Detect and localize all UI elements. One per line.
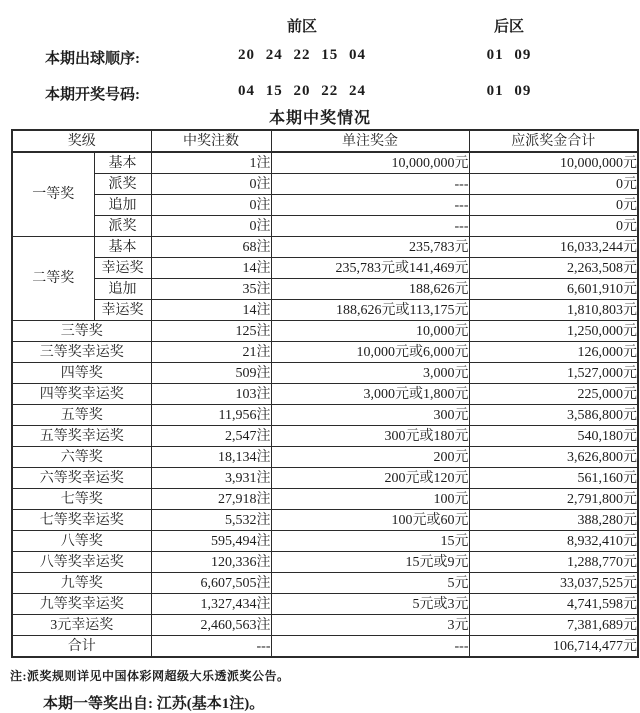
cell-total: 388,280元 <box>469 510 638 531</box>
first-prize-source: 本期一等奖出自: 江苏(基本1注)。 <box>43 696 265 712</box>
cell-count: 0注 <box>151 216 271 237</box>
draw-order-front-numbers: 20 24 22 15 04 <box>238 47 366 63</box>
cell-prize: 3,000元或1,800元 <box>271 384 469 405</box>
cell-total: 3,626,800元 <box>469 447 638 468</box>
header-row <box>12 130 638 152</box>
table-title: 本期中奖情况 <box>268 110 372 127</box>
prize-level-name: 七等奖 <box>12 489 151 510</box>
column-header-total: 应派奖金合计 <box>469 130 638 152</box>
payout-rule-note: 注:派奖规则详见中国体彩网超级大乐透派奖公告。 <box>10 669 290 683</box>
table-row <box>12 342 638 363</box>
cell-count: --- <box>151 636 271 658</box>
column-header-prize: 单注奖金 <box>271 130 469 152</box>
table-row <box>12 594 638 615</box>
cell-total: 1,250,000元 <box>469 321 638 342</box>
prize-level-name: 八等奖幸运奖 <box>12 552 151 573</box>
cell-prize: 188,626元 <box>271 279 469 300</box>
table-row <box>12 405 638 426</box>
cell-prize: 200元或120元 <box>271 468 469 489</box>
table-row <box>12 468 638 489</box>
cell-count: 509注 <box>151 363 271 384</box>
prize-level-name: 九等奖幸运奖 <box>12 594 151 615</box>
cell-subtype: 幸运奖 <box>94 258 151 279</box>
cell-prize: 10,000元 <box>271 321 469 342</box>
table-row <box>12 447 638 468</box>
table-row <box>12 279 638 300</box>
prize-level-name: 五等奖 <box>12 405 151 426</box>
cell-subtype: 追加 <box>94 195 151 216</box>
cell-total: 106,714,477元 <box>469 636 638 658</box>
cell-count: 18,134注 <box>151 447 271 468</box>
table-row <box>12 573 638 594</box>
cell-prize: 10,000,000元 <box>271 152 469 174</box>
prize-level-name: 四等奖 <box>12 363 151 384</box>
cell-count: 125注 <box>151 321 271 342</box>
cell-count: 5,532注 <box>151 510 271 531</box>
table-row <box>12 363 638 384</box>
prize-level-name: 四等奖幸运奖 <box>12 384 151 405</box>
cell-count: 595,494注 <box>151 531 271 552</box>
cell-subtype: 追加 <box>94 279 151 300</box>
table-row <box>12 300 638 321</box>
cell-prize: 235,783元或141,469元 <box>271 258 469 279</box>
prize-level-name: 五等奖幸运奖 <box>12 426 151 447</box>
cell-prize: 5元或3元 <box>271 594 469 615</box>
table-row <box>12 384 638 405</box>
cell-prize: 300元或180元 <box>271 426 469 447</box>
prize-group-name: 二等奖 <box>12 237 94 321</box>
prize-level-name: 六等奖 <box>12 447 151 468</box>
cell-prize: 100元 <box>271 489 469 510</box>
cell-count: 120,336注 <box>151 552 271 573</box>
cell-prize: --- <box>271 195 469 216</box>
cell-total: 4,741,598元 <box>469 594 638 615</box>
cell-prize: 300元 <box>271 405 469 426</box>
cell-count: 11,956注 <box>151 405 271 426</box>
cell-prize: 15元 <box>271 531 469 552</box>
table-row <box>12 216 638 237</box>
table-row <box>12 152 638 174</box>
cell-total: 1,810,803元 <box>469 300 638 321</box>
table-row <box>12 426 638 447</box>
cell-subtype: 基本 <box>94 237 151 258</box>
cell-subtype: 派奖 <box>94 174 151 195</box>
table-row <box>12 489 638 510</box>
table-row <box>12 258 638 279</box>
cell-prize: 3,000元 <box>271 363 469 384</box>
table-row <box>12 615 638 636</box>
cell-prize: 100元或60元 <box>271 510 469 531</box>
column-header-count: 中奖注数 <box>151 130 271 152</box>
cell-count: 21注 <box>151 342 271 363</box>
cell-total: 0元 <box>469 216 638 237</box>
table-row <box>12 237 638 258</box>
cell-count: 27,918注 <box>151 489 271 510</box>
cell-count: 1,327,434注 <box>151 594 271 615</box>
cell-total: 1,288,770元 <box>469 552 638 573</box>
cell-prize: 5元 <box>271 573 469 594</box>
cell-total: 3,586,800元 <box>469 405 638 426</box>
cell-total: 225,000元 <box>469 384 638 405</box>
total-row <box>12 636 638 658</box>
cell-count: 0注 <box>151 195 271 216</box>
front-zone-header: 前区 <box>286 19 318 35</box>
cell-total: 0元 <box>469 174 638 195</box>
cell-prize: 188,626元或113,175元 <box>271 300 469 321</box>
cell-count: 2,547注 <box>151 426 271 447</box>
cell-total: 7,381,689元 <box>469 615 638 636</box>
cell-total: 6,601,910元 <box>469 279 638 300</box>
table-row <box>12 552 638 573</box>
cell-count: 3,931注 <box>151 468 271 489</box>
cell-subtype: 派奖 <box>94 216 151 237</box>
draw-info-section <box>0 0 640 129</box>
cell-total: 0元 <box>469 195 638 216</box>
cell-total: 126,000元 <box>469 342 638 363</box>
table-row <box>12 531 638 552</box>
draw-order-label: 本期出球顺序: <box>45 51 140 67</box>
prize-level-name: 三等奖 <box>12 321 151 342</box>
cell-total: 16,033,244元 <box>469 237 638 258</box>
table-row <box>12 510 638 531</box>
cell-total: 8,932,410元 <box>469 531 638 552</box>
prize-level-name: 3元幸运奖 <box>12 615 151 636</box>
prize-table <box>11 129 639 658</box>
cell-count: 0注 <box>151 174 271 195</box>
cell-count: 35注 <box>151 279 271 300</box>
cell-count: 2,460,563注 <box>151 615 271 636</box>
cell-total: 540,180元 <box>469 426 638 447</box>
cell-prize: 3元 <box>271 615 469 636</box>
cell-total: 2,791,800元 <box>469 489 638 510</box>
cell-prize: 235,783元 <box>271 237 469 258</box>
cell-subtype: 基本 <box>94 152 151 174</box>
cell-prize: 200元 <box>271 447 469 468</box>
draw-order-back-numbers: 01 09 <box>486 47 532 63</box>
cell-count: 1注 <box>151 152 271 174</box>
winning-numbers-back: 01 09 <box>486 83 532 99</box>
prize-level-name: 七等奖幸运奖 <box>12 510 151 531</box>
prize-level-name: 八等奖 <box>12 531 151 552</box>
cell-total: 561,160元 <box>469 468 638 489</box>
cell-count: 14注 <box>151 300 271 321</box>
cell-total: 10,000,000元 <box>469 152 638 174</box>
prize-group-name: 一等奖 <box>12 152 94 237</box>
cell-total: 1,527,000元 <box>469 363 638 384</box>
back-zone-header: 后区 <box>493 19 525 35</box>
cell-count: 103注 <box>151 384 271 405</box>
winning-numbers-label: 本期开奖号码: <box>45 87 140 103</box>
table-row <box>12 195 638 216</box>
cell-prize: 10,000元或6,000元 <box>271 342 469 363</box>
cell-count: 14注 <box>151 258 271 279</box>
prize-level-name: 三等奖幸运奖 <box>12 342 151 363</box>
cell-prize: --- <box>271 636 469 658</box>
cell-total: 33,037,525元 <box>469 573 638 594</box>
prize-level-name: 九等奖 <box>12 573 151 594</box>
cell-count: 6,607,505注 <box>151 573 271 594</box>
column-header-level: 奖级 <box>12 130 151 152</box>
cell-prize: --- <box>271 174 469 195</box>
cell-prize: --- <box>271 216 469 237</box>
table-row <box>12 174 638 195</box>
cell-prize: 15元或9元 <box>271 552 469 573</box>
winning-numbers-front: 04 15 20 22 24 <box>238 83 366 99</box>
prize-level-name: 六等奖幸运奖 <box>12 468 151 489</box>
cell-count: 68注 <box>151 237 271 258</box>
cell-total: 2,263,508元 <box>469 258 638 279</box>
table-row <box>12 321 638 342</box>
cell-subtype: 幸运奖 <box>94 300 151 321</box>
total-row-label: 合计 <box>12 636 151 658</box>
